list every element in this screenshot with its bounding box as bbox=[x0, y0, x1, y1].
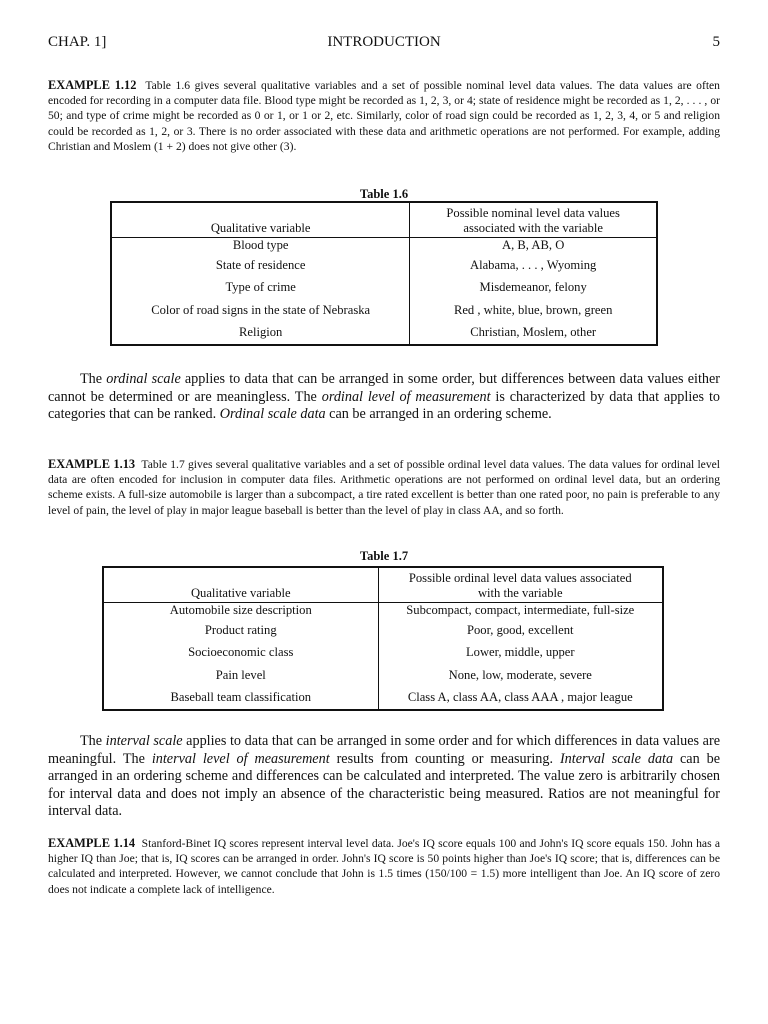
table-cell-variable: Color of road signs in the state of Nebraska bbox=[111, 299, 410, 322]
table-cell-variable: Type of crime bbox=[111, 277, 410, 300]
paragraph-text: can be arranged in an ordering scheme. bbox=[325, 406, 552, 423]
table-row bbox=[111, 238, 657, 255]
term-interval-scale: interval scale bbox=[105, 733, 183, 749]
paragraph-text: applies to data that can be arranged in some order, but differences between data values either cannot be determined or are meaningless. The bbox=[48, 371, 721, 405]
table-cell-values: Poor, good, excellent bbox=[467, 622, 574, 637]
chapter-title: INTRODUCTION bbox=[327, 34, 441, 50]
table-cell-variable: Pain level bbox=[103, 664, 378, 687]
table-header-values bbox=[410, 202, 657, 238]
table-1-6-caption: Table 1.6 bbox=[359, 187, 409, 201]
table-row bbox=[111, 277, 657, 300]
example-1-13 bbox=[48, 457, 720, 518]
table-row bbox=[103, 619, 663, 642]
table-1-6 bbox=[110, 201, 658, 346]
table-header-values-line1: Possible ordinal level data values associated bbox=[408, 571, 632, 585]
table-row bbox=[103, 642, 663, 665]
term-interval-data: Interval scale data bbox=[559, 750, 674, 767]
example-label: EXAMPLE 1.12 bbox=[48, 78, 137, 92]
table-row bbox=[111, 254, 657, 277]
term-interval-level: interval level of measurement bbox=[151, 750, 330, 767]
page-header bbox=[48, 34, 720, 56]
table-cell-values: Red , white, blue, brown, green bbox=[453, 302, 613, 317]
page-number: 5 bbox=[712, 34, 720, 50]
table-1-7 bbox=[102, 566, 664, 711]
example-1-14 bbox=[48, 836, 720, 897]
table-cell-values: A, B, AB, O bbox=[502, 238, 565, 252]
paragraph-text: is characterized by data that applies to categories that can be ranked. bbox=[48, 388, 720, 423]
table-cell-values: Christian, Moslem, other bbox=[470, 325, 597, 340]
interval-scale-paragraph bbox=[48, 733, 720, 821]
table-header-values-line2: with the variable bbox=[477, 586, 563, 600]
table-row bbox=[103, 687, 663, 711]
table-header-values bbox=[378, 567, 663, 603]
table-header-variable: Qualitative variable bbox=[111, 202, 410, 238]
term-ordinal-data: Ordinal scale data bbox=[219, 406, 326, 423]
table-cell-variable: State of residence bbox=[111, 254, 410, 277]
term-ordinal-scale: ordinal scale bbox=[106, 371, 181, 387]
table-cell-variable: Blood type bbox=[111, 238, 410, 255]
table-cell-values: Class A, class AA, class AAA , major league bbox=[407, 690, 633, 705]
table-row bbox=[103, 664, 663, 687]
table-cell-variable: Baseball team classification bbox=[103, 687, 378, 711]
paragraph-text: results from counting or measuring. bbox=[329, 750, 560, 767]
chapter-label: CHAP. 1] bbox=[48, 34, 107, 50]
paragraph-text: applies to data that can be arranged in some order and for which differences in data values are meaningful. The bbox=[48, 733, 720, 767]
table-header-values-line2: associated with the variable bbox=[463, 221, 603, 235]
example-text: Table 1.7 gives several qualitative variables and a set of possible ordinal level data values. The data values for ordinal level data are often encoded for inclusion in computer data files. Arithmetic operations are not performed on ordinal level data, but an ordering scheme exists. A full-size automobile is larger than a subcompact, a tire rated excellent is better than one rated poor, no pain is preferable to any level of pain, the level of play in major league baseball is better than the level of play in class AA, and so forth. bbox=[48, 458, 720, 517]
table-cell-values: None, low, moderate, severe bbox=[448, 667, 592, 682]
example-1-12 bbox=[48, 78, 720, 154]
table-row bbox=[103, 603, 663, 620]
term-ordinal-level: ordinal level of measurement bbox=[321, 388, 491, 405]
table-header-values-line1: Possible nominal level data values bbox=[446, 206, 620, 220]
table-cell-values: Subcompact, compact, intermediate, full-size bbox=[406, 603, 635, 617]
table-cell-variable: Product rating bbox=[103, 619, 378, 642]
table-cell-values: Alabama, . . . , Wyoming bbox=[470, 257, 597, 272]
ordinal-scale-paragraph bbox=[48, 371, 720, 424]
table-cell-values: Lower, middle, upper bbox=[465, 645, 575, 660]
table-1-7-caption: Table 1.7 bbox=[359, 549, 409, 563]
table-row bbox=[111, 299, 657, 322]
table-cell-variable: Religion bbox=[111, 322, 410, 346]
table-cell-variable: Automobile size description bbox=[103, 603, 378, 620]
paragraph-text: The bbox=[80, 733, 106, 749]
example-label: EXAMPLE 1.13 bbox=[48, 457, 136, 471]
example-label: EXAMPLE 1.14 bbox=[48, 836, 136, 850]
table-row bbox=[111, 322, 657, 346]
paragraph-text: can be arranged in an ordering scheme and differences can be calculated and interpreted. The value zero is arbitrarily chosen for interval data and does not imply an absence of the characteristic being measured. Ratios are not meaningful for interval data. bbox=[48, 750, 721, 820]
example-text: Table 1.6 gives several qualitative variables and a set of possible nominal level data values. The data values are often encoded for recording in a computer data file. Blood type might be recorded as 1, 2, 3, or 4; state of residence might be recorded as 1, 2, . . . , or 50; and type of crime might be recorded as 0 or 1, or 1 or 2, etc. Similarly, color of road sign could be recorded as 1, 2, 3, 4, or 5 and religion could be recorded as 1, 2, or 3. There is no order associated with these data and arithmetic operations are not performed. For example, adding Christian and Moslem (1 + 2) does not give other (3). bbox=[48, 79, 720, 153]
table-cell-variable: Socioeconomic class bbox=[103, 642, 378, 665]
example-text: Stanford-Binet IQ scores represent interval level data. Joe's IQ score equals 100 and John's IQ score equals 150. John has a higher IQ than Joe; that is, IQ scores can be arranged in order. John's IQ score is 50 points higher than Joe's IQ score; that is, differences can be calculated and interpreted. However, we cannot conclude that John is 1.5 times (150/100 = 1.5) more intelligent than Joe. An IQ score of zero does not indicate a complete lack of intelligence. bbox=[48, 837, 720, 896]
table-header-variable: Qualitative variable bbox=[103, 567, 378, 603]
paragraph-text: The bbox=[80, 371, 107, 387]
table-cell-values: Misdemeanor, felony bbox=[479, 280, 587, 295]
